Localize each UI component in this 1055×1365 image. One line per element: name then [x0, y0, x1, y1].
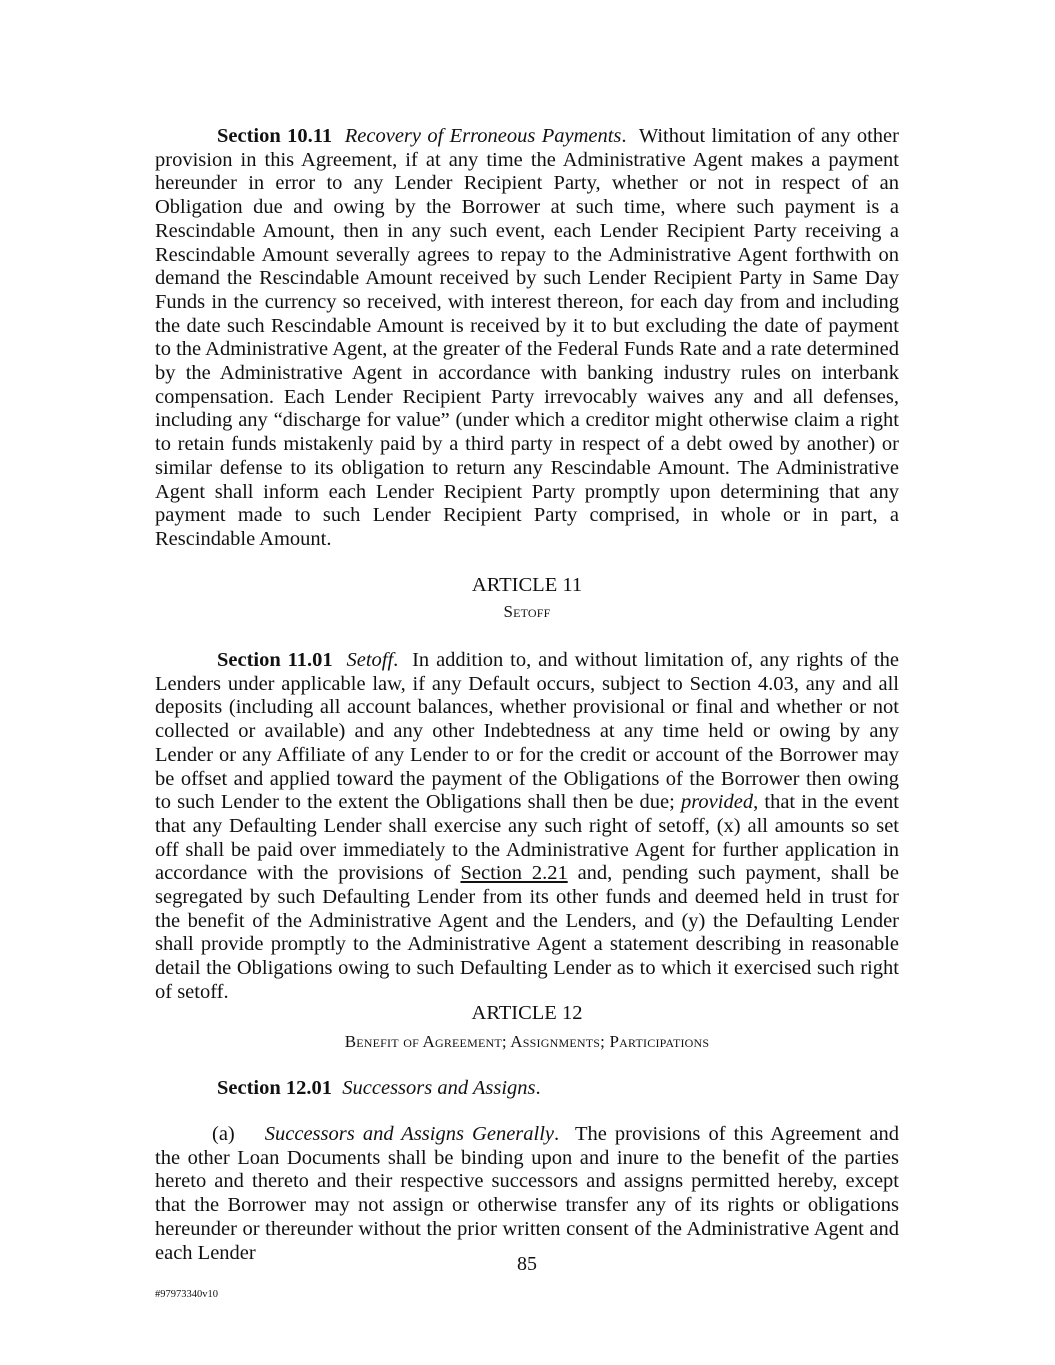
- section-10-11-title: Recovery of Erroneous Payments: [344, 125, 622, 147]
- section-11-01-body-part2: , that in the event that any Defaulting Lender shall exercise any such right of setoff, (x) all amounts so set off shall be paid over immediately to the Administrative Agent for further application in accordance with the provisions of: [155, 791, 899, 885]
- section-11-01-body-part1: In addition to, and without limitation of, any rights of the Lenders under applicable law, if any Default occurs, subject to Section 4.03, any and all deposits (including all account balances, whether provisional or final and whether or not collected or available) and any other Indebtedness at any time held or owing by any Lender or any Affiliate of any Lender to or for the credit or account of the Borrower may be offset and applied toward the payment of the Obligations of the Borrower then owing to such Lender to the extent the Obligations shall then be due;: [155, 649, 900, 814]
- section-10-11-paragraph: Section 10.11 Recovery of Erroneous Payments. Without limitation of any other provision in this Agreement, if at any time the Administrative Agent makes a payment hereunder in error to any Lender Recipient Party, whether or not in respect of an Obligation due and owing by the Borrower at such time, where such payment is a Rescindable Amount, then in any such event, each Lender Recipient Party receiving a Rescindable Amount severally agrees to repay to the Administrative Agent forthwith on demand the Rescindable Amount received by such Lender Recipient Party in Same Day Funds in the currency so received, with interest thereon, for each day from and including the date such Rescindable Amount is received by it to but excluding the date of payment to the Administrative Agent, at the greater of the Federal Funds Rate and a rate determined by the Administrative Agent in accordance with banking industry rules on interbank compensation. Each Lender Recipient Party irrevocably waives any and all defenses, including any “discharge for value” (under which a creditor might otherwise claim a right to retain funds mistakenly paid by a third party in respect of a debt owed by another) or similar defense to its obligation to return any Rescindable Amount. The Administrative Agent shall inform each Lender Recipient Party promptly upon determining that any payment made to such Lender Recipient Party comprised, in whole or in part, a Rescindable Amount.: [155, 125, 899, 550]
- section-10-11-body: Without limitation of any other provision in this Agreement, if at any time the Administrative Agent makes a payment hereunder in error to any Lender Recipient Party, whether or not in respect of an Obligation due and owing by the Borrower at such time, where such payment is a Rescindable Amount, then in any such event, each Lender Recipient Party receiving a Rescindable Amount severally agrees to repay to the Administrative Agent forthwith on demand the Rescindable Amount received by such Lender Recipient Party in Same Day Funds in the currency so received, with interest thereon, for each day from and including the date such Rescindable Amount is received by it to but excluding the date of payment to the Administrative Agent, at the greater of the Federal Funds Rate and a rate determined by the Administrative Agent in accordance with banking industry rules on interbank compensation. Each Lender Recipient Party irrevocably waives any and all defenses, including any “discharge for value” (under which a creditor might otherwise claim a right to retain funds mistakenly paid by a third party in respect of a debt owed by another) or similar defense to its obligation to return any Rescindable Amount. The Administrative Agent shall inform each Lender Recipient Party promptly upon determining that any payment made to such Lender Recipient Party comprised, in whole or in part, a Rescindable Amount.: [155, 125, 899, 550]
- section-12-01-number: Section 12.01: [217, 1077, 333, 1099]
- subsection-a-title: Successors and Assigns Generally: [264, 1123, 555, 1145]
- provided-term: provided: [680, 791, 754, 814]
- subsection-a-paragraph: (a) Successors and Assigns Generally. The provisions of this Agreement and the other Loan Documents shall be binding upon and inure to the benefit of the parties hereto and thereto and their respective successors and assigns permitted hereby, except that the Borrower may not assign or otherwise transfer any of its rights or obligations hereunder or thereunder without the prior written consent of the Administrative Agent and each Lender: [155, 1123, 899, 1264]
- document-id: #97973340v10: [155, 1289, 218, 1300]
- article-12-heading: ARTICLE 12: [471, 1002, 583, 1024]
- article-11-subheading: Setoff: [503, 602, 551, 621]
- subsection-a-label: (a): [212, 1123, 235, 1145]
- section-11-01-number: Section 11.01: [217, 649, 333, 671]
- section-11-01-body-part3: and, pending such payment, shall be segregated by such Defaulting Lender from its other funds and deemed held in trust for the benefit of the Administrative Agent and the Lenders, and (y) the Defaulting Lender shall provide promptly to the Administrative Agent a statement describing in reasonable detail the Obligations owing to such Defaulting Lender as to which it exercised such right of setoff.: [155, 862, 899, 1003]
- section-12-01-heading: Section 12.01 Successors and Assigns.: [217, 1077, 541, 1099]
- section-10-11-number: Section 10.11: [217, 125, 333, 147]
- section-11-01-title: Setoff: [346, 649, 394, 671]
- page-number: 85: [517, 1253, 537, 1275]
- subsection-a-body: The provisions of this Agreement and the other Loan Documents shall be binding upon and inure to the benefit of the parties hereto and thereto and their respective successors and assigns permitted hereby, except that the Borrower may not assign or otherwise transfer any of its rights or obligations hereunder or thereunder without the prior written consent of the Administrative Agent and each Lender: [155, 1123, 899, 1264]
- article-11-heading: ARTICLE 11: [471, 574, 583, 596]
- section-11-01-paragraph: Section 11.01 Setoff. In addition to, and without limitation of, any rights of the Lenders under applicable law, if any Default occurs, subject to Section 4.03, any and all deposits (including all account balances, whether provisional or final and whether or not collected or available) and any other Indebtedness at any time held or owing by any Lender or any Affiliate of any Lender to or for the credit or account of the Borrower may be offset and applied toward the payment of the Obligations of the Borrower then owing to such Lender to the extent the Obligations shall then be due; provided, that in the event that any Defaulting Lender shall exercise any such right of setoff, (x) all amounts so set off shall be paid over immediately to the Administrative Agent for further application in accordance with the provisions of Section 2.21 and, pending such payment, shall be segregated by such Defaulting Lender from its other funds and deemed held in trust for the benefit of the Administrative Agent and the Lenders, and (y) the Defaulting Lender shall provide promptly to the Administrative Agent a statement describing in reasonable detail the Obligations owing to such Defaulting Lender as to which it exercised such right of setoff.: [155, 649, 900, 1003]
- section-12-01-title: Successors and Assigns: [342, 1077, 536, 1099]
- section-2-21-link[interactable]: Section 2.21: [460, 862, 568, 885]
- article-12-subheading: Benefit of Agreement; Assignments; Participations: [344, 1032, 710, 1051]
